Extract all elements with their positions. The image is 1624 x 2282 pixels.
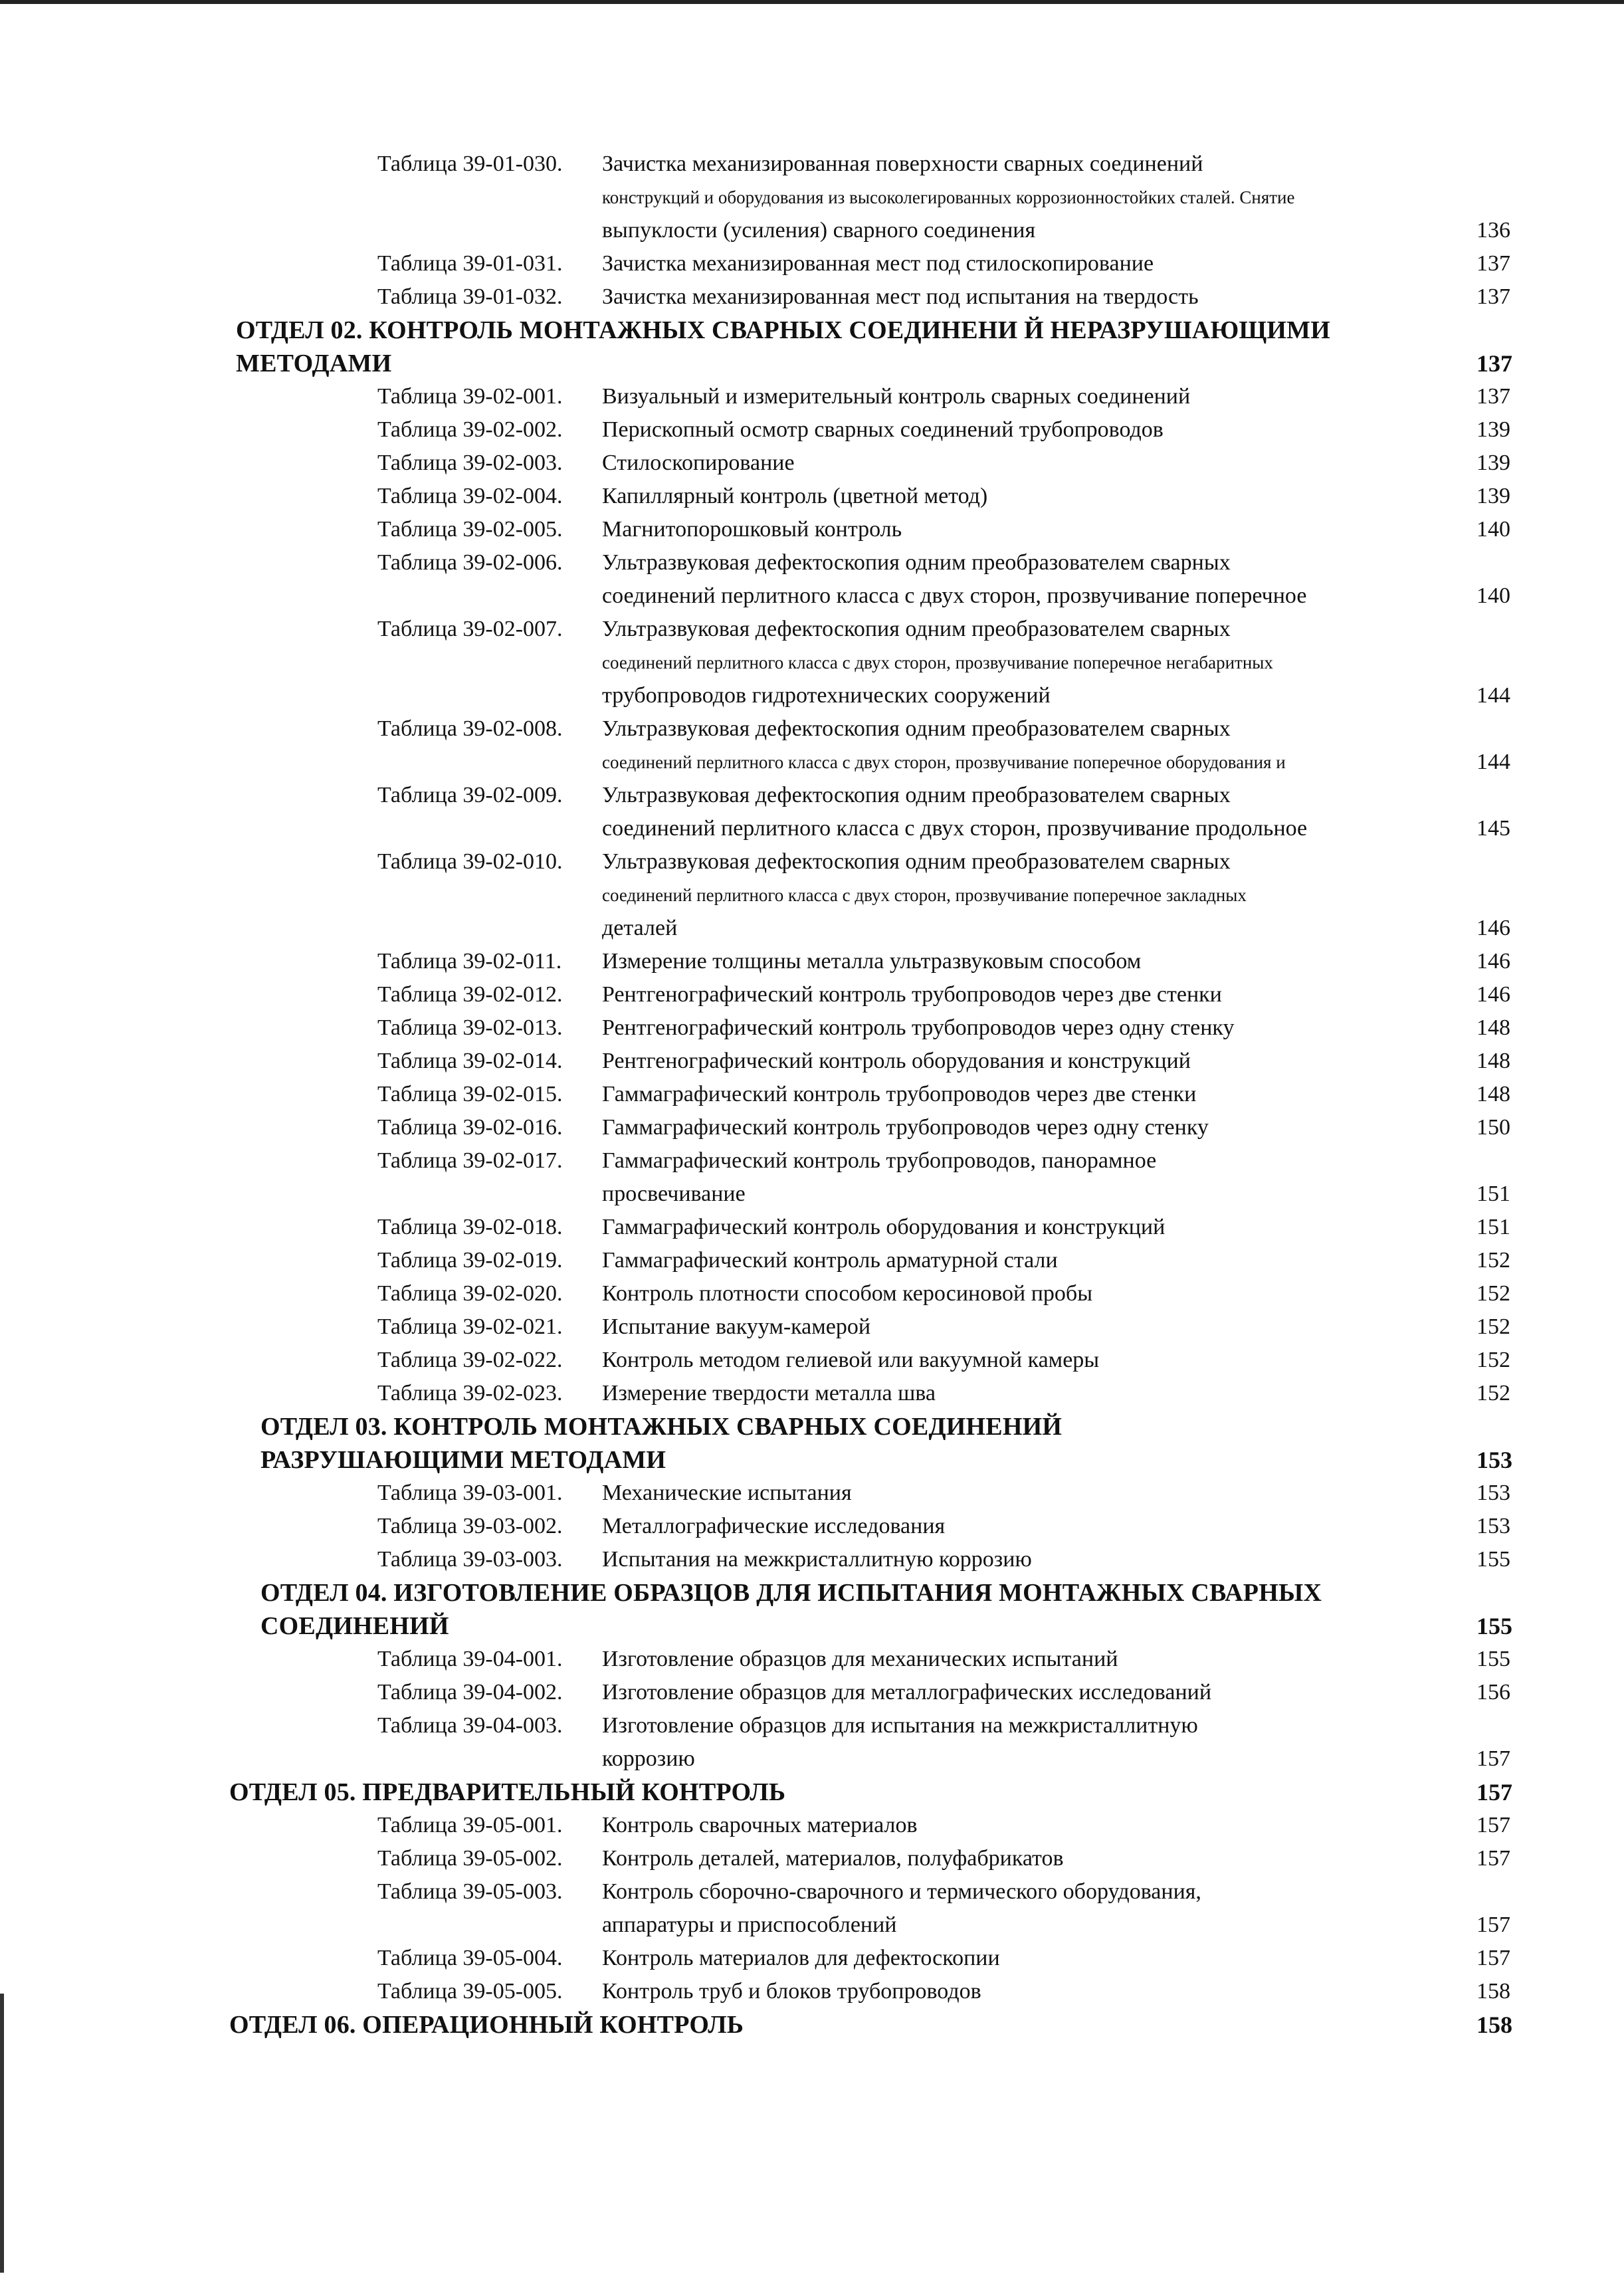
table-title: Гаммаграфический контроль трубопроводов через две стенки (602, 1082, 1197, 1106)
table-of-contents (0, 148, 1624, 2041)
section-heading-row (0, 1776, 1624, 1809)
page-number: 152 (1476, 1248, 1510, 1273)
table-title: Капиллярный контроль (цветной метод) (602, 484, 988, 508)
table-title: Изготовление образцов для металлографических исследований (602, 1680, 1212, 1705)
table-number: Таблица 39-02-002. (377, 417, 563, 442)
table-title: Магнитопорошковый контроль (602, 517, 902, 542)
section-heading: ОТДЕЛ 04. ИЗГОТОВЛЕНИЕ ОБРАЗЦОВ ДЛЯ ИСПЫТАНИЯ МОНТАЖНЫХ СВАРНЫХ (260, 1579, 1322, 1607)
table-title: Визуальный и измерительный контроль сварных соединений (602, 384, 1191, 409)
page-number: 146 (1476, 982, 1510, 1007)
toc-entry-row (0, 1277, 1624, 1310)
table-title: Ультразвуковая дефектоскопия одним преобразователем сварных (602, 783, 1231, 807)
table-number: Таблица 39-02-001. (377, 384, 563, 409)
table-number: Таблица 39-03-001. (377, 1481, 563, 1505)
page-number: 137 (1476, 251, 1510, 276)
section-page-number: 157 (1476, 1779, 1512, 1806)
table-number: Таблица 39-02-009. (377, 783, 563, 807)
table-title: Контроль методом гелиевой или вакуумной камеры (602, 1348, 1100, 1372)
toc-entry-row (0, 181, 1624, 214)
toc-entry-row (0, 1244, 1624, 1277)
page-number: 157 (1476, 1846, 1510, 1871)
table-title: Испытание вакуум-камерой (602, 1314, 871, 1339)
section-page-number: 153 (1476, 1447, 1512, 1473)
table-number: Таблица 39-02-008. (377, 716, 563, 741)
table-number: Таблица 39-05-005. (377, 1979, 563, 2004)
page-number: 140 (1476, 583, 1510, 608)
table-title: Ультразвуковая дефектоскопия одним преобразователем сварных (602, 617, 1231, 641)
section-heading: ОТДЕЛ 02. КОНТРОЛЬ МОНТАЖНЫХ СВАРНЫХ СОЕДИНЕНИ Й НЕРАЗРУШАЮЩИМИ (236, 316, 1330, 344)
table-title: Измерение толщины металла ультразвуковым способом (602, 949, 1142, 974)
toc-entry-row (0, 646, 1624, 679)
toc-entry-row (0, 546, 1624, 579)
table-title: Ультразвуковая дефектоскопия одним преобразователем сварных (602, 849, 1231, 874)
page-number: 145 (1476, 816, 1510, 841)
toc-entry-row (0, 1643, 1624, 1676)
page-number: 137 (1476, 284, 1510, 309)
page-number: 157 (1476, 1813, 1510, 1837)
toc-entry-row (0, 845, 1624, 879)
table-title-continuation: соединений перлитного класса с двух сторон, прозвучивание поперечное оборудования и (602, 752, 1286, 772)
toc-entry-row (0, 1543, 1624, 1576)
toc-entry-row (0, 1344, 1624, 1377)
table-title: Изготовление образцов для механических испытаний (602, 1647, 1118, 1671)
toc-entry-row (0, 280, 1624, 314)
page-number: 148 (1476, 1015, 1510, 1040)
section-heading: ОТДЕЛ 05. ПРЕДВАРИТЕЛЬНЫЙ КОНТРОЛЬ (229, 1778, 786, 1806)
table-number: Таблица 39-05-004. (377, 1946, 563, 1970)
section-heading-row (0, 347, 1624, 380)
page-number: 146 (1476, 949, 1510, 974)
page-number: 140 (1476, 517, 1510, 542)
table-number: Таблица 39-02-020. (377, 1281, 563, 1306)
toc-entry-row (0, 380, 1624, 413)
table-title: Рентгенографический контроль трубопроводов через две стенки (602, 982, 1222, 1007)
section-heading: РАЗРУШАЮЩИМИ МЕТОДАМИ (260, 1446, 666, 1474)
toc-entry-row (0, 480, 1624, 513)
table-number: Таблица 39-02-022. (377, 1348, 563, 1372)
toc-entry-row (0, 1178, 1624, 1211)
table-number: Таблица 39-02-023. (377, 1381, 563, 1405)
table-title: Контроль труб и блоков трубопроводов (602, 1979, 981, 2004)
toc-entry-row (0, 712, 1624, 746)
table-title-continuation: выпуклости (усиления) сварного соединения (602, 218, 1036, 243)
toc-entry-row (0, 447, 1624, 480)
table-title-continuation: соединений перлитного класса с двух сторон, прозвучивание поперечное негабаритных (602, 653, 1273, 673)
page-number: 136 (1476, 218, 1510, 243)
page-number: 144 (1476, 750, 1510, 774)
page-number: 139 (1476, 484, 1510, 508)
table-title-continuation: конструкций и оборудования из высоколегированных коррозионностойких сталей. Снятие (602, 187, 1295, 207)
table-title: Контроль плотности способом керосиновой пробы (602, 1281, 1093, 1306)
page-number: 152 (1476, 1281, 1510, 1306)
page-number: 151 (1476, 1215, 1510, 1239)
section-heading: ОТДЕЛ 03. КОНТРОЛЬ МОНТАЖНЫХ СВАРНЫХ СОЕДИНЕНИЙ (260, 1413, 1063, 1441)
table-title-continuation: коррозию (602, 1746, 695, 1771)
table-number: Таблица 39-02-017. (377, 1148, 563, 1173)
table-title: Изготовление образцов для испытания на межкристаллитную (602, 1713, 1198, 1738)
table-title: Гаммаграфический контроль трубопроводов через одну стенку (602, 1115, 1209, 1140)
page-number: 137 (1476, 384, 1510, 409)
page-number: 150 (1476, 1115, 1510, 1140)
page-number: 156 (1476, 1680, 1510, 1705)
table-number: Таблица 39-02-015. (377, 1082, 563, 1106)
toc-entry-row (0, 679, 1624, 712)
toc-entry-row (0, 1875, 1624, 1909)
table-number: Таблица 39-04-002. (377, 1680, 563, 1705)
table-title: Ультразвуковая дефектоскопия одним преобразователем сварных (602, 716, 1231, 741)
table-title-continuation: соединений перлитного класса с двух сторон, прозвучивание поперечное закладных (602, 885, 1247, 905)
table-title-continuation: трубопроводов гидротехнических сооружений (602, 683, 1051, 708)
section-heading-row (0, 2008, 1624, 2041)
table-number: Таблица 39-01-032. (377, 284, 563, 309)
toc-entry-row (0, 1510, 1624, 1543)
page-number: 152 (1476, 1381, 1510, 1405)
toc-entry-row (0, 1842, 1624, 1875)
page-number: 153 (1476, 1481, 1510, 1505)
table-number: Таблица 39-02-003. (377, 451, 563, 475)
section-heading-row (0, 1609, 1624, 1643)
toc-entry-row (0, 1144, 1624, 1178)
toc-entry-row (0, 1477, 1624, 1510)
page-number: 152 (1476, 1314, 1510, 1339)
toc-entry-row (0, 1975, 1624, 2008)
section-heading-row (0, 1576, 1624, 1609)
section-heading-row (0, 1410, 1624, 1443)
page-number: 139 (1476, 417, 1510, 442)
table-title: Контроль материалов для дефектоскопии (602, 1946, 1000, 1970)
table-number: Таблица 39-02-006. (377, 550, 563, 575)
page-number: 157 (1476, 1946, 1510, 1970)
table-number: Таблица 39-02-005. (377, 517, 563, 542)
section-page-number: 155 (1476, 1613, 1512, 1639)
toc-entry-row (0, 746, 1624, 779)
table-number: Таблица 39-02-021. (377, 1314, 563, 1339)
table-number: Таблица 39-02-011. (377, 949, 562, 974)
table-title: Контроль сварочных материалов (602, 1813, 918, 1837)
toc-entry-row (0, 1942, 1624, 1975)
table-number: Таблица 39-04-003. (377, 1713, 563, 1738)
page-number: 148 (1476, 1082, 1510, 1106)
table-title: Контроль сборочно-сварочного и термического оборудования, (602, 1879, 1201, 1904)
toc-entry-row (0, 1377, 1624, 1410)
toc-entry-row (0, 214, 1624, 247)
toc-entry-row (0, 579, 1624, 613)
toc-entry-row (0, 247, 1624, 280)
toc-entry-row (0, 1742, 1624, 1776)
toc-entry-row (0, 1211, 1624, 1244)
toc-entry-row (0, 1709, 1624, 1742)
section-heading-row (0, 1443, 1624, 1477)
table-title: Рентгенографический контроль оборудования и конструкций (602, 1049, 1191, 1073)
page-number: 139 (1476, 451, 1510, 475)
table-title: Зачистка механизированная поверхности сварных соединений (602, 152, 1203, 176)
toc-entry-row (0, 978, 1624, 1011)
table-title-continuation: соединений перлитного класса с двух сторон, прозвучивание продольное (602, 816, 1308, 841)
table-number: Таблица 39-03-002. (377, 1514, 563, 1538)
scan-top-border (0, 0, 1624, 4)
page-number: 155 (1476, 1547, 1510, 1572)
toc-entry-row (0, 1809, 1624, 1842)
page-number: 148 (1476, 1049, 1510, 1073)
toc-entry-row (0, 779, 1624, 812)
toc-entry-row (0, 1045, 1624, 1078)
page-number: 144 (1476, 683, 1510, 708)
table-number: Таблица 39-04-001. (377, 1647, 563, 1671)
page-number: 157 (1476, 1913, 1510, 1937)
table-number: Таблица 39-02-014. (377, 1049, 563, 1073)
page-number: 153 (1476, 1514, 1510, 1538)
page-number: 146 (1476, 916, 1510, 940)
table-title-continuation: просвечивание (602, 1182, 746, 1206)
page-number: 158 (1476, 1979, 1510, 2004)
page-number: 151 (1476, 1182, 1510, 1206)
toc-entry-row (0, 1078, 1624, 1111)
toc-entry-row (0, 1909, 1624, 1942)
toc-entry-row (0, 945, 1624, 978)
section-page-number: 158 (1476, 2012, 1512, 2038)
toc-entry-row (0, 413, 1624, 447)
table-number: Таблица 39-01-030. (377, 152, 563, 176)
table-title: Перископный осмотр сварных соединений трубопроводов (602, 417, 1164, 442)
table-title: Стилоскопирование (602, 451, 795, 475)
table-number: Таблица 39-05-002. (377, 1846, 563, 1871)
table-title: Гаммаграфический контроль трубопроводов, панорамное (602, 1148, 1157, 1173)
toc-entry-row (0, 879, 1624, 912)
table-title: Контроль деталей, материалов, полуфабрикатов (602, 1846, 1064, 1871)
table-number: Таблица 39-02-004. (377, 484, 563, 508)
table-number: Таблица 39-02-012. (377, 982, 563, 1007)
table-title: Механические испытания (602, 1481, 852, 1505)
table-number: Таблица 39-02-019. (377, 1248, 563, 1273)
table-title-continuation: соединений перлитного класса с двух сторон, прозвучивание поперечное (602, 583, 1307, 608)
table-title: Гаммаграфический контроль оборудования и конструкций (602, 1215, 1166, 1239)
toc-entry-row (0, 148, 1624, 181)
table-number: Таблица 39-02-007. (377, 617, 563, 641)
toc-entry-row (0, 513, 1624, 546)
table-title-continuation: аппаратуры и приспособлений (602, 1913, 897, 1937)
toc-entry-row (0, 613, 1624, 646)
toc-entry-row (0, 1111, 1624, 1144)
table-number: Таблица 39-05-003. (377, 1879, 563, 1904)
section-heading: МЕТОДАМИ (236, 350, 392, 377)
table-number: Таблица 39-02-013. (377, 1015, 563, 1040)
table-title: Испытания на межкристаллитную коррозию (602, 1547, 1032, 1572)
toc-entry-row (0, 812, 1624, 845)
table-number: Таблица 39-05-001. (377, 1813, 563, 1837)
section-heading: СОЕДИНЕНИЙ (260, 1612, 449, 1640)
section-page-number: 137 (1476, 350, 1512, 377)
table-title-continuation: деталей (602, 916, 678, 940)
table-number: Таблица 39-02-016. (377, 1115, 563, 1140)
page-number: 152 (1476, 1348, 1510, 1372)
toc-entry-row (0, 1676, 1624, 1709)
table-number: Таблица 39-03-003. (377, 1547, 563, 1572)
section-heading: ОТДЕЛ 06. ОПЕРАЦИОННЫЙ КОНТРОЛЬ (229, 2011, 744, 2039)
page-number: 157 (1476, 1746, 1510, 1771)
toc-entry-row (0, 1310, 1624, 1344)
table-title: Гаммаграфический контроль арматурной стали (602, 1248, 1058, 1273)
table-title: Рентгенографический контроль трубопроводов через одну стенку (602, 1015, 1235, 1040)
table-number: Таблица 39-01-031. (377, 251, 563, 276)
page-number: 155 (1476, 1647, 1510, 1671)
table-title: Ультразвуковая дефектоскопия одним преобразователем сварных (602, 550, 1231, 575)
table-title: Зачистка механизированная мест под стилоскопирование (602, 251, 1154, 276)
table-title: Металлографические исследования (602, 1514, 946, 1538)
toc-entry-row (0, 912, 1624, 945)
table-number: Таблица 39-02-018. (377, 1215, 563, 1239)
table-title: Измерение твердости металла шва (602, 1381, 936, 1405)
table-title: Зачистка механизированная мест под испытания на твердость (602, 284, 1199, 309)
toc-entry-row (0, 1011, 1624, 1045)
section-heading-row (0, 314, 1624, 347)
table-number: Таблица 39-02-010. (377, 849, 563, 874)
